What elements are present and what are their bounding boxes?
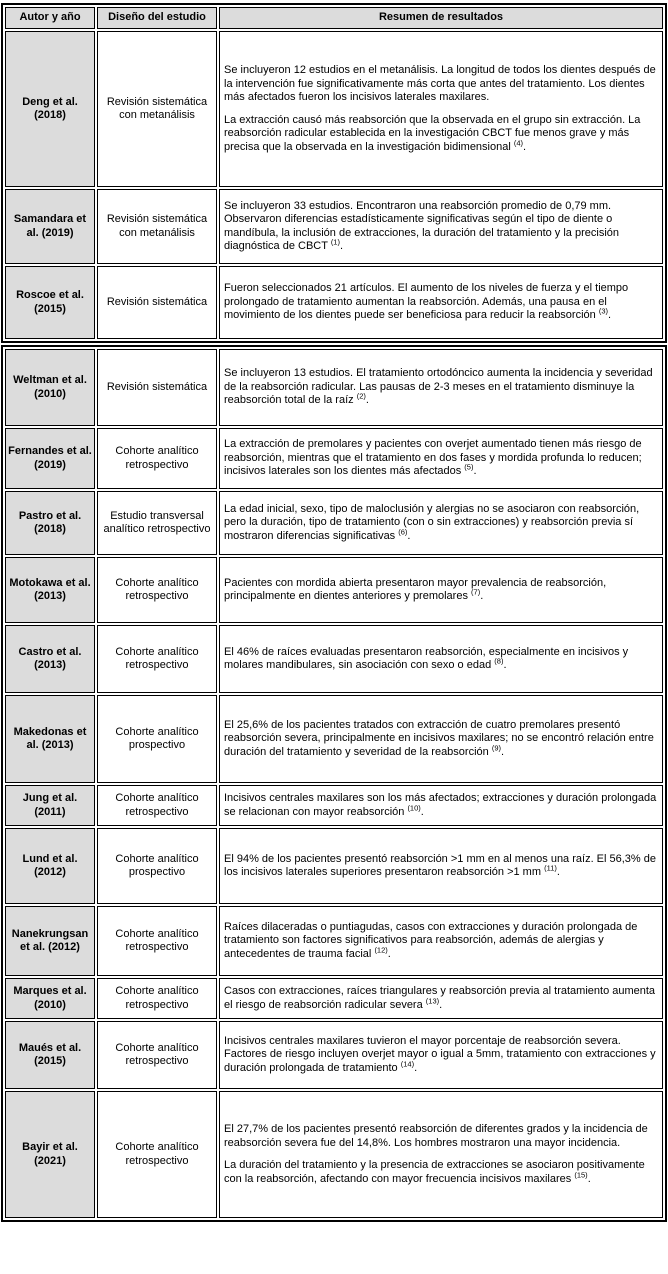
table-row: [5, 266, 663, 339]
summary-cell: [219, 491, 663, 555]
summary-cell: [219, 557, 663, 623]
design-cell: Revisión sistemática con metanálisis: [97, 189, 217, 264]
author-cell: Samandara et al. (2019): [5, 189, 95, 264]
summary-cell: [219, 428, 663, 489]
author-cell: Jung et al. (2011): [5, 785, 95, 826]
design-cell: Cohorte analítico retrospectivo: [97, 1021, 217, 1089]
table-row: [5, 491, 663, 555]
design-cell: Cohorte analítico retrospectivo: [97, 785, 217, 826]
summary-paragraph: Casos con extracciones, raíces triangulares y reabsorción previa al tratamiento aumenta el riesgo de reabsorción radicular severa $^{(13)}$.: [224, 985, 656, 1011]
summary-cell: [219, 266, 663, 339]
citation-ref: (6): [398, 527, 408, 537]
citation-ref: (9): [491, 743, 501, 753]
author-cell: Pastro et al. (2018): [5, 491, 95, 555]
design-cell: Cohorte analítico retrospectivo: [97, 557, 217, 623]
table-row: [5, 349, 663, 426]
summary-paragraph: La extracción causó más reabsorción que la observada en el grupo sin extracción. La reabsorción radicular establecida en la investigación CBCT fue menos grave y más precisa que la observada en la investigación bidimensional $^{(4)}$.: [224, 113, 641, 153]
citation-ref: (10): [407, 802, 421, 812]
summary-paragraph: El 25,6% de los pacientes tratados con extracción de cuatro premolares presentó reabsorción severa, principalmente en incisivos maxilares; no se encontró relación entre duración del tratamiento y severidad de la reabsorción $^{(9)}$.: [224, 718, 654, 758]
column-header-design: Diseño del estudio: [97, 7, 217, 29]
design-cell: Cohorte analítico retrospectivo: [97, 428, 217, 489]
author-cell: Castro et al. (2013): [5, 625, 95, 693]
author-cell: Makedonas et al. (2013): [5, 695, 95, 783]
summary-cell: [219, 189, 663, 264]
table-row: [5, 557, 663, 623]
summary-paragraph: El 46% de raíces evaluadas presentaron reabsorción, especialmente en incisivos y molares mandibulares, sin asociación con sexo o edad $^{(8)}$.: [224, 645, 629, 671]
citation-ref: (13): [425, 995, 440, 1005]
author-cell: Motokawa et al. (2013): [5, 557, 95, 623]
author-cell: Bayir et al. (2021): [5, 1091, 95, 1218]
citation-ref: (3): [598, 306, 608, 316]
summary-paragraph: La extracción de premolares y pacientes con overjet aumentado tienen más riesgo de reabsorción, mientras que el tratamiento en dos fases y mordida profunda lo reducen; incisivos laterales son los dientes más afectados $^{(5)}$.: [224, 438, 642, 478]
summary-paragraph: Incisivos centrales maxilares tuvieron el mayor porcentaje de reabsorción severa. Factores de riesgo incluyen overjet mayor o igual a 5mm, tratamiento con extracciones y duración prolongada de tratamiento $^{(14)}$.: [224, 1034, 656, 1074]
summary-paragraph: Se incluyeron 12 estudios en el metanálisis. La longitud de todos los dientes después de la intervención fue significativamente más corta que antes del tratamiento. Los dientes más afectados fueron los incisivos laterales maxilares.: [224, 64, 656, 103]
table-row: [5, 1021, 663, 1089]
table-row: [5, 785, 663, 826]
summary-cell: [219, 1021, 663, 1089]
column-header-author: Autor y año: [5, 7, 95, 29]
design-cell: Cohorte analítico retrospectivo: [97, 625, 217, 693]
citation-ref: (12): [374, 945, 388, 955]
summary-paragraph: La duración del tratamiento y la presencia de extracciones se asociaron positivamente con la reabsorción, afectando con mayor frecuencia incisivos maxilares $^{(15)}$.: [224, 1159, 645, 1185]
summary-paragraph: Raíces dilaceradas o puntiagudas, casos con extracciones y duración prolongada de tratamiento son factores significativos para reabsorción, además de alergias y antecedentes de trauma facial $^{(12)}$.: [224, 920, 638, 960]
table-row: [5, 978, 663, 1019]
author-cell: Deng et al. (2018): [5, 31, 95, 187]
design-cell: Cohorte analítico retrospectivo: [97, 1091, 217, 1218]
design-cell: Revisión sistemática: [97, 266, 217, 339]
author-cell: Marques et al. (2010): [5, 978, 95, 1019]
table-header-row: [5, 7, 663, 29]
summary-paragraph: Fueron seleccionados 21 artículos. El aumento de los niveles de fuerza y el tiempo prolongado de tratamiento aumentan la reabsorción. Además, una pausa en el movimiento de los dientes puede ser beneficiosa para reducir la reabsorción $^{(3)}$.: [224, 282, 629, 322]
citation-ref: (7): [471, 587, 481, 597]
design-cell: Revisión sistemática: [97, 349, 217, 426]
summary-paragraph: Pacientes con mordida abierta presentaron mayor prevalencia de reabsorción, principalmente en dientes anteriores y premolares $^{(7)}$.: [224, 576, 607, 602]
summary-cell: [219, 906, 663, 976]
summary-cell: [219, 1091, 663, 1218]
summary-paragraph: Se incluyeron 33 estudios. Encontraron una reabsorción promedio de 0,79 mm. Observaron diferencias estadísticamente significativas según el tipo de diente o mandíbula, la inclusión de extracciones, la duración del tratamiento y la precisión diagnóstica de CBCT $^{(1)}$.: [224, 199, 619, 252]
design-cell: Cohorte analítico retrospectivo: [97, 978, 217, 1019]
author-cell: Maués et al. (2015): [5, 1021, 95, 1089]
citation-ref: (5): [464, 462, 474, 472]
author-cell: Weltman et al. (2010): [5, 349, 95, 426]
design-cell: Cohorte analítico prospectivo: [97, 828, 217, 904]
author-cell: Lund et al. (2012): [5, 828, 95, 904]
table-row: [5, 1091, 663, 1218]
table-body-part-2: [5, 349, 663, 1218]
citation-ref: (4): [513, 137, 524, 147]
author-cell: Roscoe et al. (2015): [5, 266, 95, 339]
summary-cell: [219, 349, 663, 426]
design-cell: Cohorte analítico prospectivo: [97, 695, 217, 783]
author-cell: Fernandes et al. (2019): [5, 428, 95, 489]
table-row: [5, 695, 663, 783]
summary-cell: [219, 978, 663, 1019]
summary-paragraph: La edad inicial, sexo, tipo de maloclusión y alergias no se asociaron con reabsorción, pero la duración, tipo de tratamiento (con o sin extracciones) y reabsorción previa sí mostraron diferencias significativas $^{(6)}$.: [224, 502, 640, 542]
citation-ref: (11): [544, 863, 557, 873]
summary-cell: [219, 785, 663, 826]
table-body-part-1: [5, 31, 663, 339]
summary-paragraph: El 27,7% de los pacientes presentó reabsorción de diferentes grados y la incidencia de reabsorción severa fue del 14,8%. Los hombres mostraron una mayor incidencia.: [224, 1123, 648, 1149]
summary-cell: [219, 828, 663, 904]
design-cell: Revisión sistemática con metanálisis: [97, 31, 217, 187]
table-row: [5, 906, 663, 976]
summary-paragraph: El 94% de los pacientes presentó reabsorción >1 mm en al menos una raíz. El 56,3% de los incisivos laterales superiores presentaron reabsorción >1 mm $^{(11)}$.: [224, 852, 656, 878]
citation-ref: (15): [574, 1169, 588, 1179]
author-cell: Nanekrungsan et al. (2012): [5, 906, 95, 976]
citation-ref: (1): [330, 237, 340, 247]
table-row: [5, 828, 663, 904]
summary-cell: [219, 31, 663, 187]
studies-table-part-2: [1, 345, 667, 1222]
table-row: [5, 189, 663, 264]
table-row: [5, 625, 663, 693]
summary-paragraph: Incisivos centrales maxilares son los más afectados; extracciones y duración prolongada se relacionan con mayor reabsorción $^{(10)}$.: [224, 792, 657, 818]
citation-ref: (14): [400, 1059, 415, 1069]
column-header-summary: Resumen de resultados: [219, 7, 663, 29]
design-cell: Estudio transversal analítico retrospectivo: [97, 491, 217, 555]
design-cell: Cohorte analítico retrospectivo: [97, 906, 217, 976]
table-row: [5, 428, 663, 489]
studies-table-part-1: [1, 3, 667, 343]
citation-ref: (2): [356, 391, 366, 401]
summary-cell: [219, 695, 663, 783]
summary-paragraph: Se incluyeron 13 estudios. El tratamiento ortodóncico aumenta la incidencia y severidad de la reabsorción radicular. Las pausas de 2-3 meses en el tratamiento disminuye la reabsorción total de la raíz $^{(2)}$.: [224, 367, 653, 407]
summary-cell: [219, 625, 663, 693]
citation-ref: (8): [494, 656, 504, 666]
table-row: [5, 31, 663, 187]
